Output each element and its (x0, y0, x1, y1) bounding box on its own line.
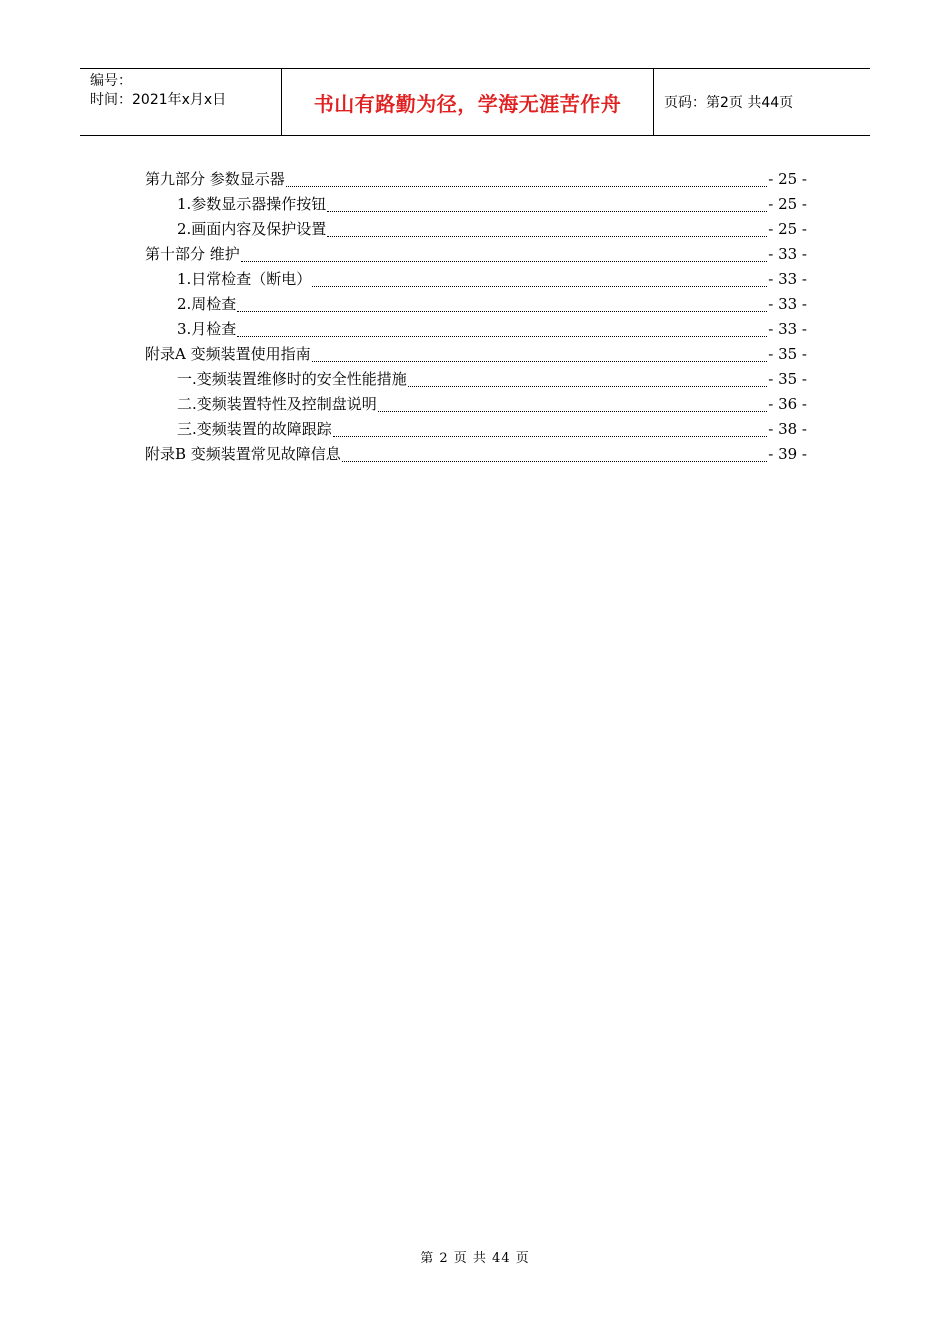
toc-entry-title: 三.变频装置的故障跟踪 (177, 420, 332, 438)
toc-entry-title: 2.周检查 (177, 295, 237, 313)
page-header (80, 68, 870, 136)
toc-entry[interactable] (145, 343, 807, 368)
toc-entry-title: 3.月检查 (177, 320, 237, 338)
toc-entry[interactable] (145, 268, 807, 293)
toc-entry[interactable] (145, 243, 807, 268)
toc-entry-page: - 39 - (768, 445, 807, 463)
toc-dot-leader (342, 460, 767, 462)
toc-dot-leader (237, 335, 767, 337)
toc-entry[interactable] (145, 318, 807, 343)
toc-entry-title: 1.日常检查（断电） (177, 270, 312, 288)
toc-entry-title: 一.变频装置维修时的安全性能措施 (177, 370, 407, 388)
toc-entry-title: 1.参数显示器操作按钮 (177, 195, 327, 213)
page-footer: 第 2 页 共 44 页 (420, 1251, 530, 1266)
toc-dot-leader (327, 235, 767, 237)
toc-dot-leader (327, 210, 767, 212)
toc-entry-page: - 33 - (768, 320, 807, 338)
header-meta (80, 69, 282, 135)
toc-dot-leader (241, 260, 767, 262)
toc-entry-page: - 35 - (768, 370, 807, 388)
toc-entry-title: 2.画面内容及保护设置 (177, 220, 327, 238)
toc-entry-page: - 36 - (768, 395, 807, 413)
toc-entry-page: - 25 - (768, 195, 807, 213)
toc-dot-leader (286, 185, 767, 187)
document-number-label: 编号： (90, 73, 132, 89)
header-page-info: 页码：第2页 共44页 (664, 95, 794, 111)
toc-dot-leader (312, 285, 767, 287)
toc-entry-title: 第十部分 维护 (145, 245, 240, 263)
toc-entry[interactable] (145, 418, 807, 443)
toc-entry-title: 附录B 变频装置常见故障信息 (145, 445, 341, 463)
toc-dot-leader (312, 360, 768, 362)
toc-entry-title: 第九部分 参数显示器 (145, 170, 285, 188)
table-of-contents (145, 168, 807, 468)
toc-entry-page: - 33 - (768, 245, 807, 263)
toc-entry-page: - 25 - (768, 220, 807, 238)
toc-dot-leader (378, 410, 767, 412)
toc-entry[interactable] (145, 168, 807, 193)
header-motto: 书山有路勤为径，学海无涯苦作舟 (282, 69, 654, 135)
toc-dot-leader (408, 385, 767, 387)
toc-entry-title: 二.变频装置特性及控制盘说明 (177, 395, 377, 413)
toc-entry[interactable] (145, 193, 807, 218)
document-time: 时间：2021年x月x日 (90, 92, 227, 108)
toc-entry-page: - 38 - (768, 420, 807, 438)
toc-dot-leader (333, 435, 767, 437)
toc-entry-page: - 33 - (768, 295, 807, 313)
toc-entry[interactable] (145, 443, 807, 468)
toc-entry[interactable] (145, 393, 807, 418)
toc-entry[interactable] (145, 218, 807, 243)
toc-entry-page: - 35 - (768, 345, 807, 363)
toc-entry-page: - 25 - (768, 170, 807, 188)
toc-entry-title: 附录A 变频装置使用指南 (145, 345, 311, 363)
toc-entry[interactable] (145, 293, 807, 318)
toc-entry-page: - 33 - (768, 270, 807, 288)
toc-entry[interactable] (145, 368, 807, 393)
toc-dot-leader (237, 310, 767, 312)
